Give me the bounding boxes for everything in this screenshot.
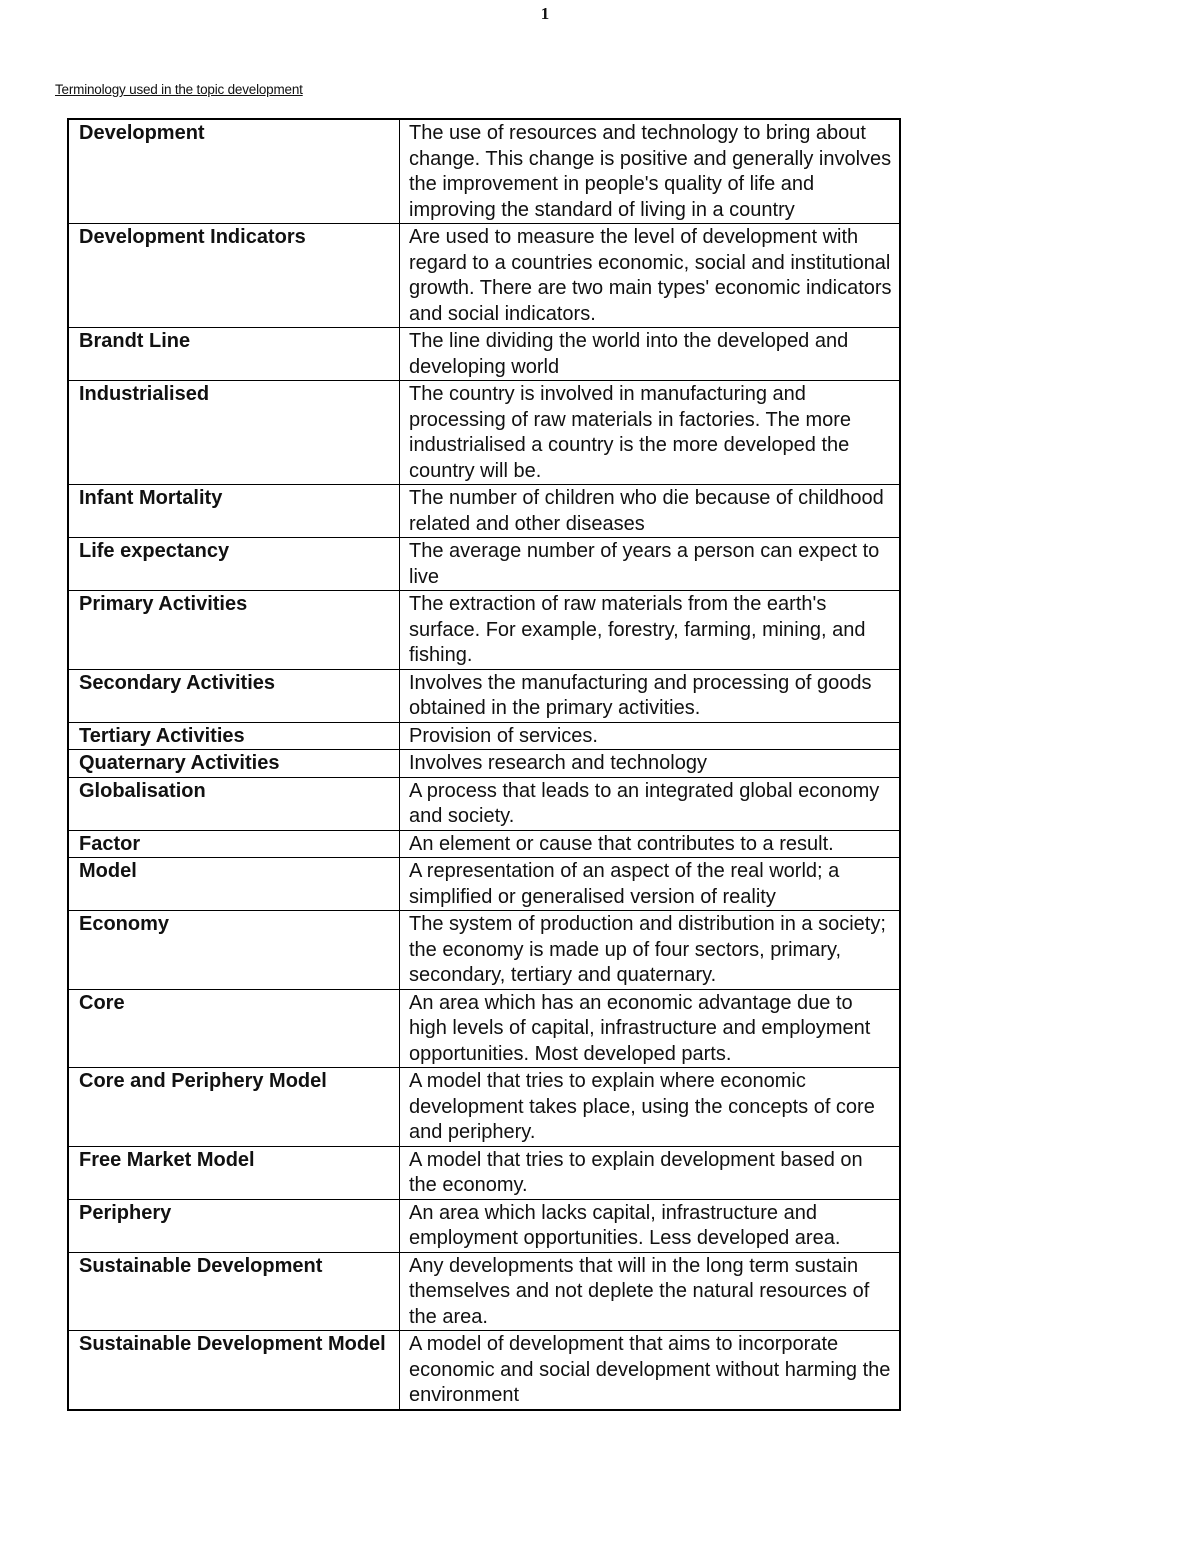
term-cell: Sustainable Development bbox=[68, 1252, 400, 1331]
table-row bbox=[68, 669, 900, 722]
definition-cell: The extraction of raw materials from the earth's surface. For example, forestry, farming, mining, and fishing. bbox=[400, 591, 901, 670]
term-cell: Infant Mortality bbox=[68, 485, 400, 538]
definition-cell: Are used to measure the level of development with regard to a countries economic, social and institutional growth. There are two main types' economic indicators and social indicators. bbox=[400, 224, 901, 328]
table-row bbox=[68, 722, 900, 750]
term-cell: Industrialised bbox=[68, 381, 400, 485]
table-row bbox=[68, 911, 900, 990]
table-row bbox=[68, 1199, 900, 1252]
definition-cell: A process that leads to an integrated global economy and society. bbox=[400, 777, 901, 830]
term-cell: Sustainable Development Model bbox=[68, 1331, 400, 1410]
term-cell: Core and Periphery Model bbox=[68, 1068, 400, 1147]
term-cell: Quaternary Activities bbox=[68, 750, 400, 778]
table-row bbox=[68, 119, 900, 224]
term-cell: Development Indicators bbox=[68, 224, 400, 328]
term-cell: Model bbox=[68, 858, 400, 911]
term-cell: Brandt Line bbox=[68, 328, 400, 381]
table-row bbox=[68, 989, 900, 1068]
definition-cell: Involves the manufacturing and processing of goods obtained in the primary activities. bbox=[400, 669, 901, 722]
definition-cell: A representation of an aspect of the real world; a simplified or generalised version of reality bbox=[400, 858, 901, 911]
term-cell: Primary Activities bbox=[68, 591, 400, 670]
table-row bbox=[68, 858, 900, 911]
term-cell: Secondary Activities bbox=[68, 669, 400, 722]
term-cell: Core bbox=[68, 989, 400, 1068]
definition-cell: The country is involved in manufacturing and processing of raw materials in factories. The more industrialised a country is the more developed the country will be. bbox=[400, 381, 901, 485]
terminology-table bbox=[67, 118, 901, 1411]
definition-cell: The use of resources and technology to bring about change. This change is positive and generally involves the improvement in people's quality of life and improving the standard of living in a country bbox=[400, 119, 901, 224]
term-cell: Tertiary Activities bbox=[68, 722, 400, 750]
table-row bbox=[68, 381, 900, 485]
term-cell: Factor bbox=[68, 830, 400, 858]
term-cell: Life expectancy bbox=[68, 538, 400, 591]
definition-cell: An element or cause that contributes to a result. bbox=[400, 830, 901, 858]
definition-cell: A model that tries to explain where economic development takes place, using the concepts of core and periphery. bbox=[400, 1068, 901, 1147]
definition-cell: Involves research and technology bbox=[400, 750, 901, 778]
definition-cell: A model that tries to explain development based on the economy. bbox=[400, 1146, 901, 1199]
page-number: 1 bbox=[540, 4, 550, 23]
term-cell: Economy bbox=[68, 911, 400, 990]
table-row bbox=[68, 485, 900, 538]
table-row bbox=[68, 224, 900, 328]
definition-cell: An area which lacks capital, infrastructure and employment opportunities. Less developed area. bbox=[400, 1199, 901, 1252]
table-row bbox=[68, 1068, 900, 1147]
term-cell: Free Market Model bbox=[68, 1146, 400, 1199]
definition-cell: Provision of services. bbox=[400, 722, 901, 750]
table-row bbox=[68, 1252, 900, 1331]
table-row bbox=[68, 750, 900, 778]
table-row bbox=[68, 830, 900, 858]
table-row bbox=[68, 328, 900, 381]
definition-cell: The line dividing the world into the developed and developing world bbox=[400, 328, 901, 381]
document-heading: Terminology used in the topic development bbox=[55, 82, 303, 97]
table-row bbox=[68, 777, 900, 830]
definition-cell: An area which has an economic advantage due to high levels of capital, infrastructure and employment opportunities. Most developed parts. bbox=[400, 989, 901, 1068]
table-row bbox=[68, 1146, 900, 1199]
definition-cell: The number of children who die because of childhood related and other diseases bbox=[400, 485, 901, 538]
table-row bbox=[68, 591, 900, 670]
definition-cell: The system of production and distribution in a society; the economy is made up of four sectors, primary, secondary, tertiary and quaternary. bbox=[400, 911, 901, 990]
table-row bbox=[68, 1331, 900, 1410]
definition-cell: The average number of years a person can expect to live bbox=[400, 538, 901, 591]
term-cell: Periphery bbox=[68, 1199, 400, 1252]
definition-cell: Any developments that will in the long term sustain themselves and not deplete the natural resources of the area. bbox=[400, 1252, 901, 1331]
term-cell: Globalisation bbox=[68, 777, 400, 830]
table-row bbox=[68, 538, 900, 591]
definition-cell: A model of development that aims to incorporate economic and social development without harming the environment bbox=[400, 1331, 901, 1410]
term-cell: Development bbox=[68, 119, 400, 224]
